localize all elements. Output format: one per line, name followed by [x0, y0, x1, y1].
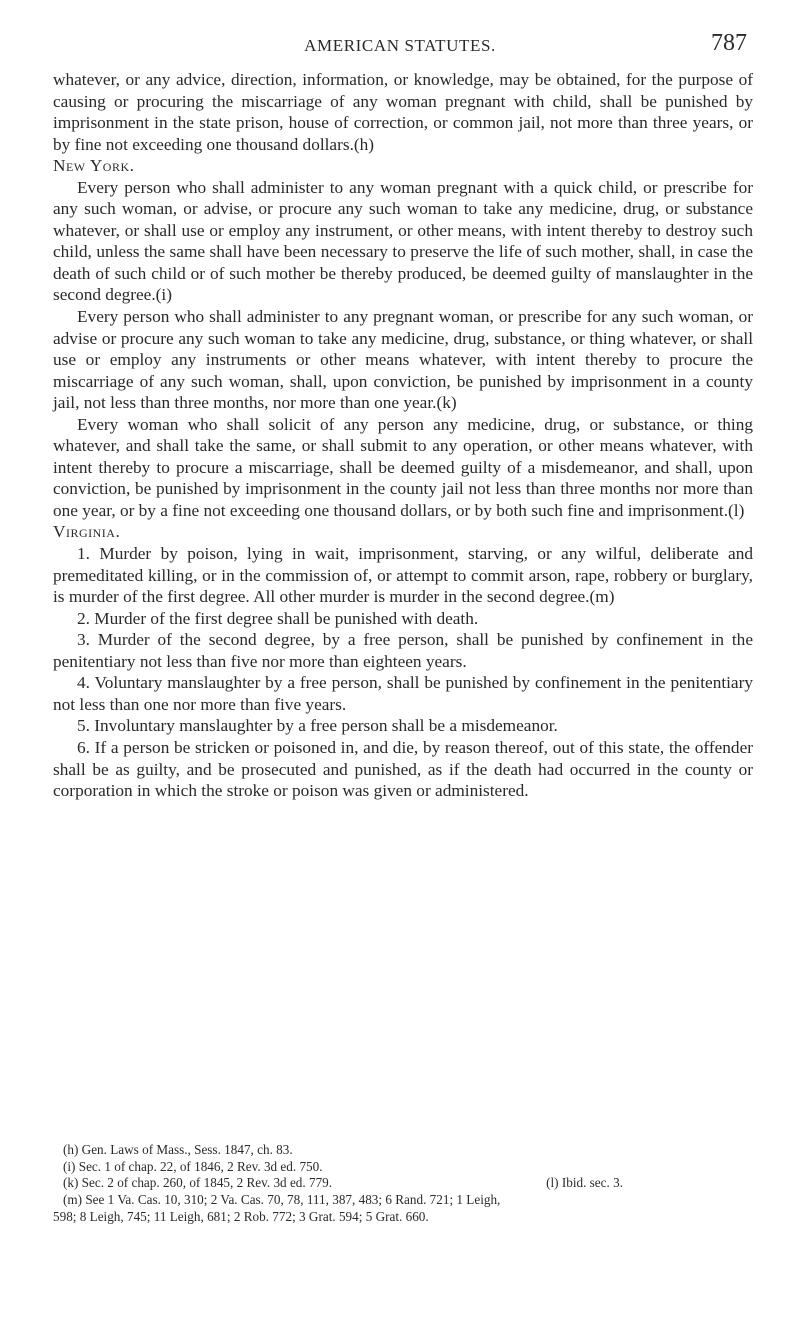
numbered-paragraph: 6. If a person be stricken or poisoned in, and die, by reason thereof, out of this state, the offender shall be as guilty, and be prosecuted and punished, as if the death had occurred in the county or corporation in which the stroke or poison was given or administered.	[53, 737, 753, 801]
numbered-paragraph: 4. Voluntary manslaughter by a free person, shall be punished by confinement in the penitentiary not less than one nor more than five years.	[53, 673, 753, 714]
running-title: AMERICAN STATUTES.	[304, 36, 496, 55]
footnote-h: (h) Gen. Laws of Mass., Sess. 1847, ch. 83.	[63, 1142, 293, 1157]
numbered-paragraph: 3. Murder of the second degree, by a free person, shall be punished by confinement in the penitentiary not less than five nor more than eighteen years.	[53, 630, 753, 671]
page-number: 787	[711, 30, 747, 56]
numbered-paragraph: 1. Murder by poison, lying in wait, imprisonment, starving, or any wilful, deliberate and premeditated killing, or in the commission of, or attempt to commit arson, rape, robbery or burglary, is murder of the first degree. All other murder is murder in the second degree.(m)	[53, 544, 753, 607]
paragraph: Every woman who shall solicit of any person any medicine, drug, or substance, or thing whatever, and shall take the same, or shall submit to any operation, or other means whatever, with intent thereby to procure a miscarriage, shall be deemed guilty of a misdemeanor, and shall, upon conviction, be punished by imprisonment in the county jail not less than three months nor more than one year, or by a fine not exceeding one thousand dollars, or by both such fine and imprisonment.(l)	[53, 414, 753, 520]
footnote-m: (m) See 1 Va. Cas. 10, 310; 2 Va. Cas. 70, 78, 111, 387, 483; 6 Rand. 721; 1 Leigh,	[63, 1192, 501, 1208]
footnote-m-continued: 598; 8 Leigh, 745; 11 Leigh, 681; 2 Rob. 772; 3 Grat. 594; 5 Grat. 660.	[53, 1208, 429, 1224]
state-heading-new-york: New York.	[53, 156, 135, 176]
footnote-k: (k) Sec. 2 of chap. 260, of 1845, 2 Rev. 3d ed. 779.	[63, 1175, 333, 1191]
footnotes	[53, 1142, 753, 1226]
running-head	[0, 30, 800, 60]
body-text	[53, 69, 753, 802]
numbered-paragraph: 2. Murder of the first degree shall be punished with death.	[77, 608, 479, 628]
state-heading-virginia: Virginia.	[53, 522, 121, 542]
paragraph: Every person who shall administer to any woman pregnant with a quick child, or prescribe for any such woman, or advise, or procure any such woman to take any medicine, drug, or substance whatever, or shall use or employ any instrument, or other means, with intent thereby to destroy such child, unless the same shall have been necessary to preserve the life of such mother, shall, in case the death of such child or of such mother be thereby produced, be deemed guilty of manslaughter in the second degree.(i)	[53, 177, 753, 305]
footnote-i: (i) Sec. 1 of chap. 22, of 1846, 2 Rev. 3d ed. 750.	[63, 1158, 323, 1174]
paragraph: Every person who shall administer to any pregnant woman, or prescribe for any such woman, or advise or procure any such woman to take any medicine, drug, substance, or thing whatever, or shall use or employ any instruments or other means whatever, with intent thereby to procure the miscarriage of any such woman, shall, upon conviction, be punished by imprisonment in a county jail, not less than three months, nor more than one year.(k)	[53, 307, 753, 413]
numbered-paragraph: 5. Involuntary manslaughter by a free person shall be a misdemeanor.	[77, 716, 558, 736]
footnote-l: (l) Ibid. sec. 3.	[546, 1175, 623, 1191]
footnote-row-k-l	[53, 1175, 753, 1192]
paragraph-continued: whatever, or any advice, direction, information, or knowledge, may be obtained, for the purpose of causing or procuring the miscarriage of any woman pregnant with child, shall be punished by imprisonment in the state prison, house of correction, or common jail, not more than three years, or by fine not exceeding one thousand dollars.(h)	[53, 70, 753, 154]
